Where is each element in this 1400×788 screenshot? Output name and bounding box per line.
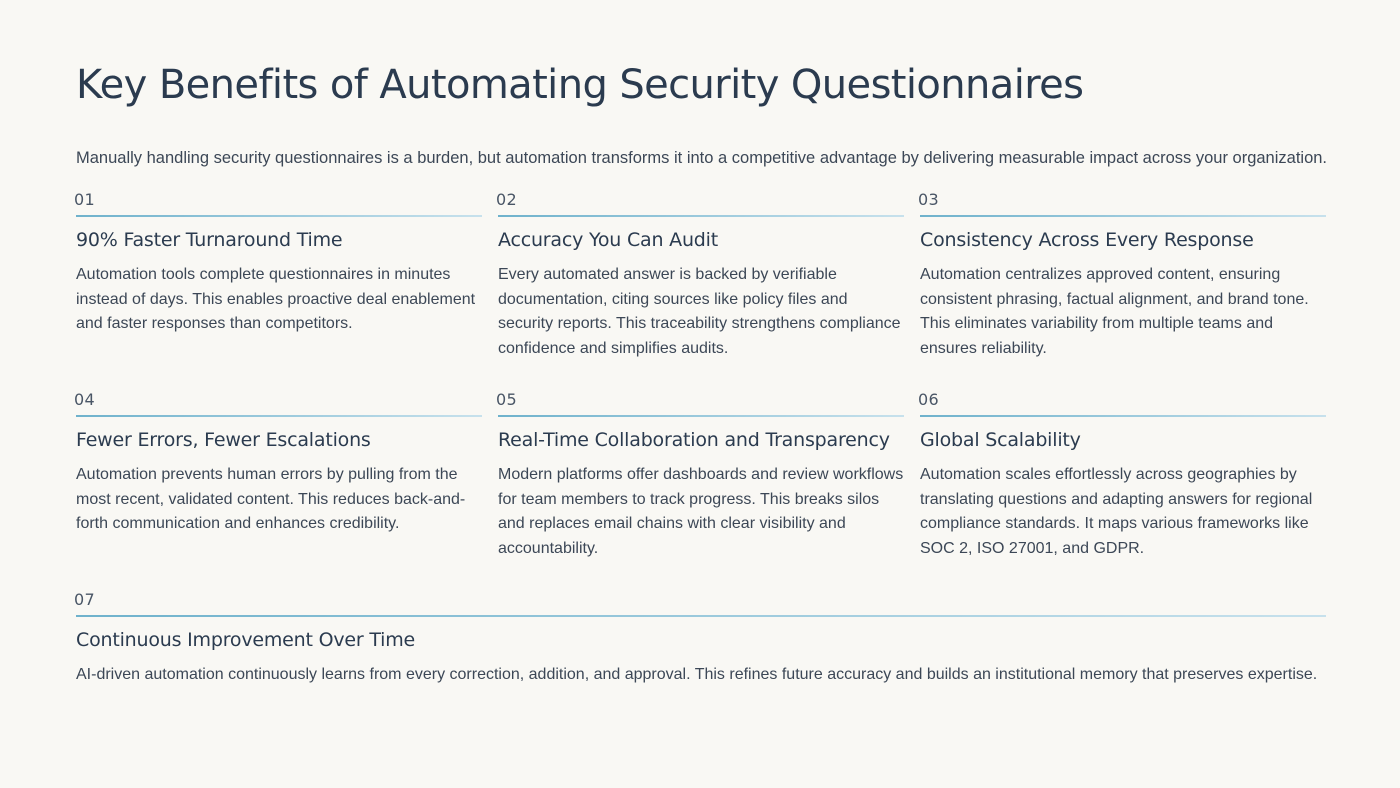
benefit-number: 03 <box>918 190 939 209</box>
slide <box>76 0 1326 788</box>
benefit-title: Continuous Improvement Over Time <box>76 629 416 651</box>
benefit-card-05 <box>498 388 904 588</box>
benefit-number: 02 <box>496 190 517 209</box>
benefit-title: Real-Time Collaboration and Transparency <box>498 429 890 451</box>
benefit-title: Consistency Across Every Response <box>920 229 1254 251</box>
benefit-number: 05 <box>496 390 517 409</box>
benefit-divider <box>920 215 1326 217</box>
benefit-description: Automation prevents human errors by pulling from the most recent, validated content. This reduces back-and-forth communication and enhances credibility. <box>76 466 466 532</box>
page-subtitle: Manually handling security questionnaires is a burden, but automation transforms it into a competitive advantage by delivering measurable impact across your organization. <box>76 149 1328 167</box>
benefit-number: 07 <box>74 590 95 609</box>
benefit-divider <box>76 415 482 417</box>
benefit-card-02 <box>498 188 904 388</box>
page-title: Key Benefits of Automating Security Questionnaires <box>76 62 1084 108</box>
benefit-divider <box>498 415 904 417</box>
benefit-card-07 <box>76 588 1326 788</box>
benefit-number: 01 <box>74 190 95 209</box>
benefit-number: 06 <box>918 390 939 409</box>
benefit-description: Automation centralizes approved content, ensuring consistent phrasing, factual alignment, and brand tone. This eliminates variability from multiple teams and ensures reliability. <box>920 266 1309 357</box>
benefit-description: Modern platforms offer dashboards and review workflows for team members to track progress. This breaks silos and replaces email chains with clear visibility and accountability. <box>498 466 904 557</box>
benefit-title: Fewer Errors, Fewer Escalations <box>76 429 371 451</box>
benefit-number: 04 <box>74 390 95 409</box>
benefit-title: Accuracy You Can Audit <box>498 229 718 251</box>
benefits-grid <box>76 188 1326 788</box>
benefit-description: Every automated answer is backed by verifiable documentation, citing sources like policy files and security reports. This traceability strengthens compliance confidence and simplifies audits. <box>498 266 901 357</box>
benefit-description: Automation scales effortlessly across geographies by translating questions and adapting answers for regional compliance standards. It maps various frameworks like SOC 2, ISO 27001, and GDPR. <box>920 466 1313 557</box>
benefit-title: 90% Faster Turnaround Time <box>76 229 343 251</box>
benefit-divider <box>498 215 904 217</box>
benefit-description: Automation tools complete questionnaires in minutes instead of days. This enables proactive deal enablement and faster responses than competitors. <box>76 266 476 332</box>
benefit-divider <box>920 415 1326 417</box>
benefit-divider <box>76 615 1326 617</box>
benefit-divider <box>76 215 482 217</box>
benefit-description: AI-driven automation continuously learns from every correction, addition, and approval. This refines future accuracy and builds an institutional memory that preserves expertise. <box>76 666 1318 683</box>
benefit-card-04 <box>76 388 482 588</box>
benefit-card-03 <box>920 188 1326 388</box>
benefit-title: Global Scalability <box>920 429 1081 451</box>
benefit-card-01 <box>76 188 482 388</box>
benefit-card-06 <box>920 388 1326 588</box>
